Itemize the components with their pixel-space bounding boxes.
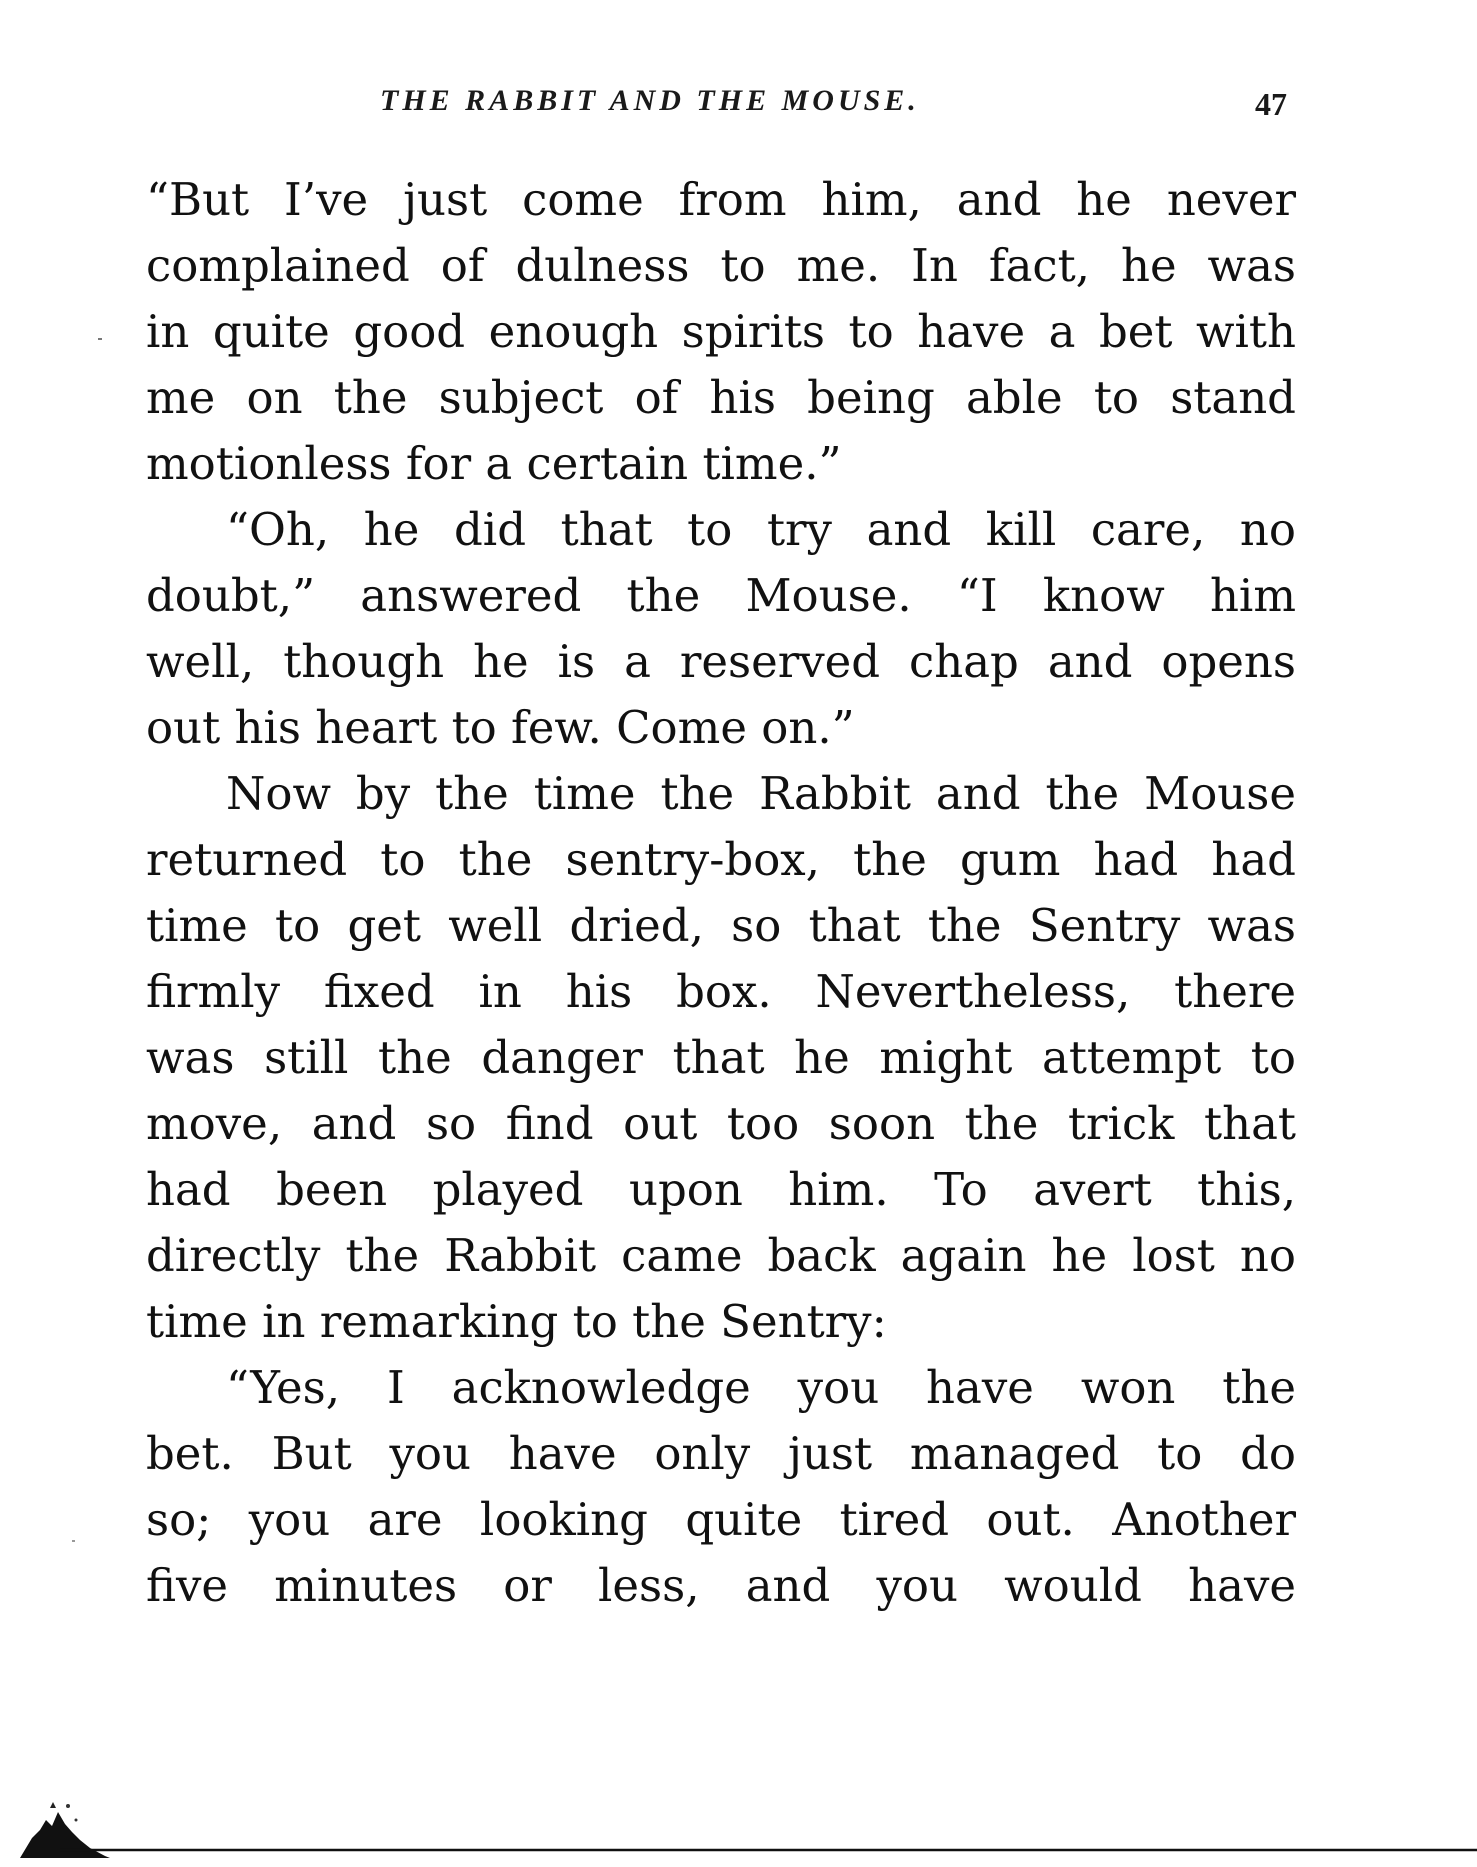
text-line: returned to the sentry-box, the gum had had [146, 833, 1296, 886]
text-line: had been played upon him. To avert this, [146, 1163, 1296, 1216]
running-head: THE RABBIT AND THE MOUSE. [380, 84, 920, 117]
text-line: Now by the time the Rabbit and the Mouse [226, 767, 1296, 820]
text-line: “Yes, I acknowledge you have won the [226, 1361, 1296, 1414]
text-line: move, and so find out too soon the trick that [146, 1097, 1296, 1150]
text-line: complained of dulness to me. In fact, he was [146, 239, 1296, 292]
text-line: well, though he is a reserved chap and opens [146, 635, 1296, 688]
text-line: bet. But you have only just managed to do [146, 1427, 1296, 1480]
text-line: was still the danger that he might attempt to [146, 1031, 1296, 1084]
text-line: motionless for a certain time.” [146, 437, 842, 490]
text-line: me on the subject of his being able to stand [146, 371, 1296, 424]
margin-speck [98, 338, 102, 340]
text-line: firmly fixed in his box. Nevertheless, there [146, 965, 1296, 1018]
margin-speck [72, 1540, 75, 1542]
text-line: doubt,” answered the Mouse. “I know him [146, 569, 1296, 622]
text-line: five minutes or less, and you would have [146, 1559, 1296, 1612]
text-line: “Oh, he did that to try and kill care, no [226, 503, 1296, 556]
scan-bottom-edge [60, 1848, 1477, 1852]
text-line: time to get well dried, so that the Sentry was [146, 899, 1296, 952]
body-text [146, 167, 1296, 1619]
text-line: “But I’ve just come from him, and he never [146, 173, 1296, 226]
page-number: 47 [1255, 86, 1287, 122]
text-line: time in remarking to the Sentry: [146, 1295, 887, 1348]
text-line: directly the Rabbit came back again he lost no [146, 1229, 1296, 1282]
text-line: out his heart to few. Come on.” [146, 701, 855, 754]
text-line: so; you are looking quite tired out. Another [146, 1493, 1296, 1546]
text-line: in quite good enough spirits to have a bet with [146, 305, 1296, 358]
